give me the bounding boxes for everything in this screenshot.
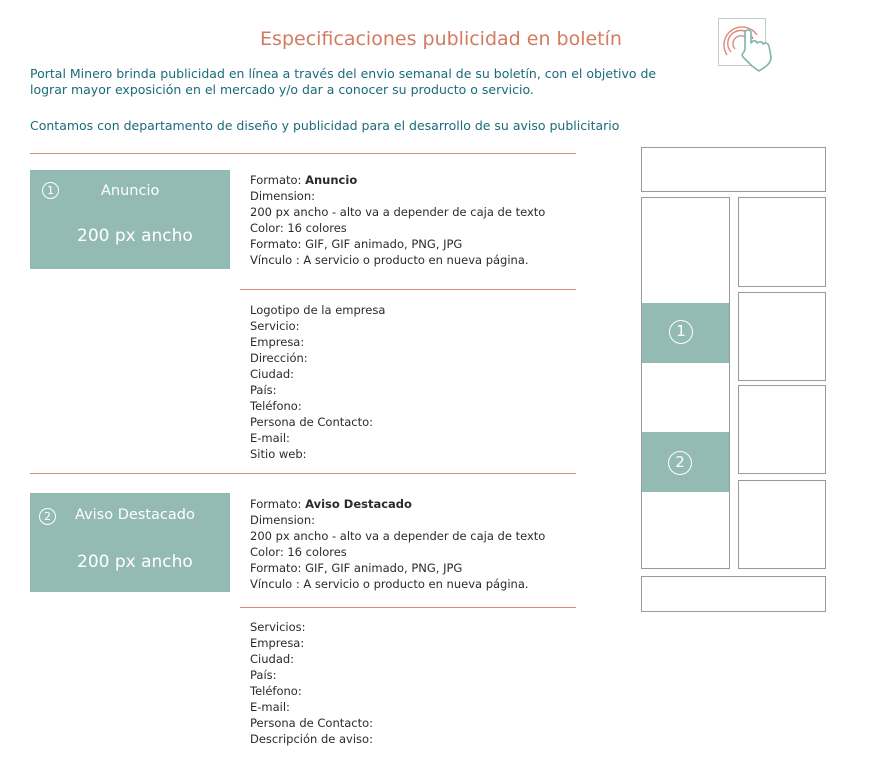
- ad2-fields: [250, 619, 373, 747]
- ad2-spec-line: Vínculo : A servicio o producto en nueva página.: [250, 577, 529, 591]
- ad2-spec-line: 200 px ancho - alto va a depender de caja de texto: [250, 529, 546, 543]
- ad2-specs: [250, 496, 545, 592]
- ad1-preview-box: [30, 170, 230, 269]
- ad1-field: Servicio:: [250, 319, 300, 333]
- layout-slot-2-badge: 2: [668, 451, 692, 475]
- layout-slot-1: [642, 303, 729, 363]
- layout-side-block: [738, 292, 826, 381]
- ad1-width: 200 px ancho: [77, 226, 193, 246]
- ad1-field: Logotipo de la empresa: [250, 303, 386, 317]
- touch-hand-icon: [719, 19, 785, 75]
- ad1-field: Persona de Contacto:: [250, 415, 374, 429]
- ad2-field: Ciudad:: [250, 652, 295, 666]
- divider-middle: [30, 473, 576, 474]
- ad2-field: Servicios:: [250, 620, 306, 634]
- ad1-label: Anuncio: [101, 183, 160, 199]
- ad2-width: 200 px ancho: [77, 552, 193, 572]
- ad1-field: País:: [250, 383, 277, 397]
- intro-line-1: Portal Minero brinda publicidad en línea a través del envio semanal de su boletín, con el objetivo de: [30, 66, 657, 81]
- ad2-spec-line: Dimension:: [250, 513, 316, 527]
- ad1-field: Teléfono:: [250, 399, 302, 413]
- ad1-field: Empresa:: [250, 335, 305, 349]
- layout-side-block: [738, 385, 826, 474]
- ad2-field: Teléfono:: [250, 684, 302, 698]
- page-title: Especificaciones publicidad en boletín: [260, 28, 622, 50]
- ad2-field: Empresa:: [250, 636, 305, 650]
- layout-slot-1-badge: 1: [669, 320, 693, 344]
- ad2-field: Descripción de aviso:: [250, 732, 373, 746]
- ad2-formato-line: Formato: Aviso Destacado: [250, 497, 412, 511]
- layout-main-column: [641, 197, 730, 569]
- ad1-field: Sitio web:: [250, 447, 307, 461]
- ad2-spec-line: Formato: GIF, GIF animado, PNG, JPG: [250, 561, 463, 575]
- divider-ad2-specs: [240, 607, 576, 608]
- ad1-field: E-mail:: [250, 431, 290, 445]
- ad1-fields: [250, 302, 385, 462]
- divider-ad1-specs: [240, 289, 576, 290]
- ad1-specs: [250, 172, 545, 268]
- ad2-field: E-mail:: [250, 700, 290, 714]
- ad2-field: Persona de Contacto:: [250, 716, 374, 730]
- divider-top: [30, 153, 576, 154]
- ad1-spec-line: Color: 16 colores: [250, 221, 347, 235]
- layout-side-block: [738, 197, 826, 287]
- layout-side-block: [738, 480, 826, 569]
- ad1-spec-line: Vínculo : A servicio o producto en nueva página.: [250, 253, 529, 267]
- intro-line-3: Contamos con departamento de diseño y publicidad para el desarrollo de su aviso publicitario: [30, 118, 620, 133]
- ad2-field: País:: [250, 668, 277, 682]
- ad2-label: Aviso Destacado: [75, 507, 195, 523]
- layout-footer-block: [641, 576, 826, 612]
- layout-header-block: [641, 147, 826, 192]
- ad1-spec-line: Dimension:: [250, 189, 316, 203]
- ad1-spec-line: 200 px ancho - alto va a depender de caja de texto: [250, 205, 546, 219]
- touch-icon-box[interactable]: [718, 18, 766, 66]
- ad1-formato-line: Formato: Anuncio: [250, 173, 358, 187]
- ad2-spec-line: Color: 16 colores: [250, 545, 347, 559]
- ad1-number-badge: 1: [42, 182, 59, 199]
- ad1-spec-line: Formato: GIF, GIF animado, PNG, JPG: [250, 237, 463, 251]
- ad2-preview-box: [30, 493, 230, 592]
- layout-slot-2: [642, 432, 729, 492]
- ad2-number-badge: 2: [39, 508, 56, 525]
- ad1-field: Dirección:: [250, 351, 308, 365]
- intro-line-2: lograr mayor exposición en el mercado y/o dar a conocer su producto o servicio.: [30, 82, 534, 97]
- ad1-field: Ciudad:: [250, 367, 295, 381]
